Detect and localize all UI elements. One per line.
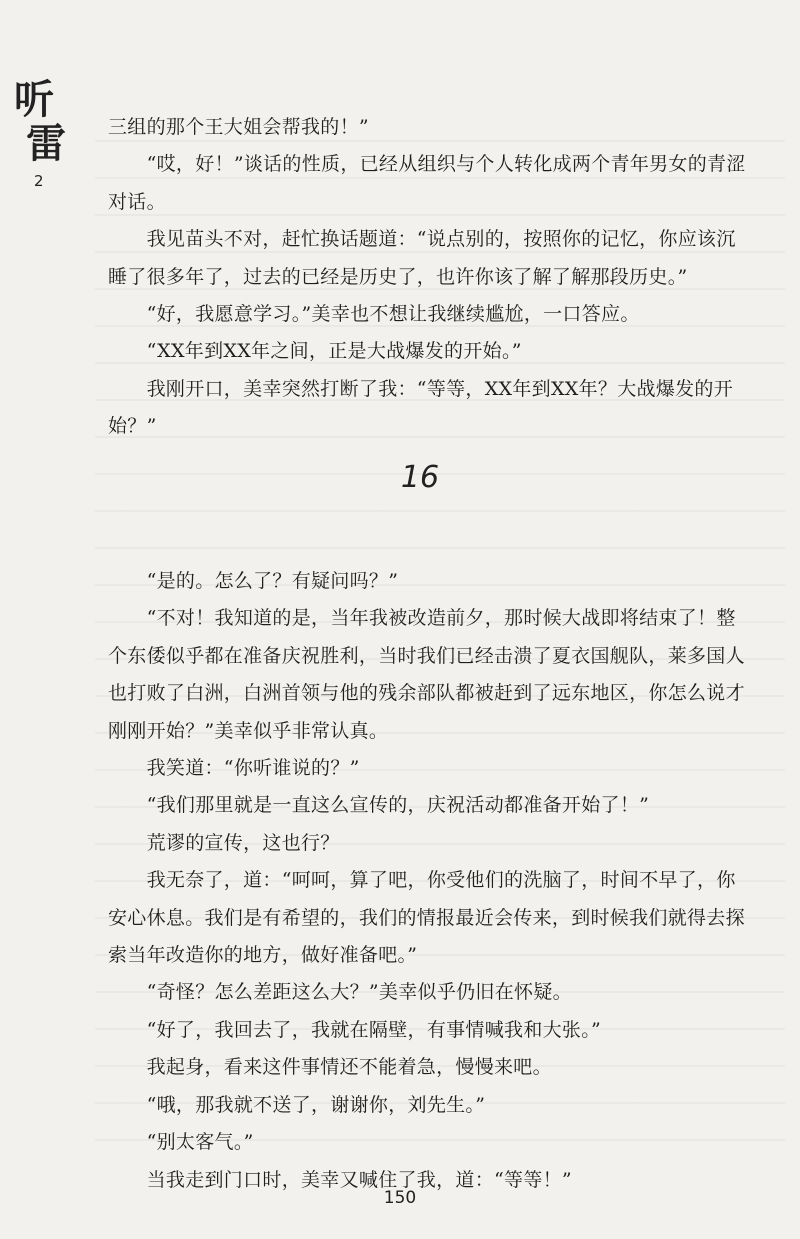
page-number: 150 (383, 1188, 417, 1208)
paragraph: 荒谬的宣传，这也行？ (108, 831, 340, 854)
paragraph: “奇怪？怎么差距这么大？”美幸似乎仍旧在怀疑。 (108, 981, 572, 1004)
running-title-char: 雷 (26, 120, 66, 167)
running-title (10, 78, 70, 166)
paragraph: “是的。怎么了？有疑问吗？” (108, 570, 399, 592)
volume-number: 2 (34, 172, 44, 190)
paragraph: “哦，那我就不送了，谢谢你，刘先生。” (108, 1093, 486, 1116)
paragraph: 我笑道：“你听谁说的？” (108, 757, 360, 780)
paragraph: “好了，我回去了，我就在隔壁，有事情喊我和大张。” (108, 1018, 602, 1041)
paragraph: 我无奈了，道：“呵呵，算了吧，你受他们的洗脑了，时间不早了，你安心休息。我们是有希望的，我们的情报最近会传来，到时候我们就得去探索当年改造你的地方，做好准备吧。” (108, 869, 745, 967)
body-text-top (108, 109, 753, 446)
paragraph: “不对！我知道的是，当年我被改造前夕，那时候大战即将结束了！整个东倭似乎都在准备庆祝胜利，当时我们已经击溃了夏衣国舰队，莱多国人也打败了白洲，白洲首领与他的残余部队都被赶到了远东地区，你怎么说才刚刚开始？”美幸似乎非常认真。 (108, 607, 745, 742)
paragraph: 我起身，看来这件事情还不能着急，慢慢来吧。 (108, 1056, 552, 1079)
paragraph: “我们那里就是一直这么宣传的，庆祝活动都准备开始了！” (108, 794, 650, 817)
paragraph: 当我走到门口时，美幸又喊住了我，道：“等等！” (108, 1168, 572, 1191)
paragraph: 我刚开口，美幸突然打断了我：“等等，XX年到XX年？大战爆发的开始？” (108, 377, 734, 438)
body-text-bottom (108, 563, 753, 1199)
paragraph: 我见苗头不对，赶忙换话题道：“说点别的，按照你的记忆，你应该沉睡了很多年了，过去的已经是历史了，也许你该了解了解那段历史。” (108, 228, 736, 288)
paragraph: 三组的那个王大姐会帮我的！” (108, 116, 369, 138)
paragraph: “哎，好！”谈话的性质，已经从组织与个人转化成两个青年男女的青涩对话。 (108, 153, 746, 213)
chapter-heading: 16 (400, 460, 440, 495)
paragraph: “XX年到XX年之间，正是大战爆发的开始。” (108, 340, 522, 363)
running-title-char: 听 (14, 76, 54, 123)
paragraph: “好，我愿意学习。”美幸也不想让我继续尴尬，一口答应。 (108, 303, 640, 326)
paragraph: “别太客气。” (108, 1131, 254, 1154)
